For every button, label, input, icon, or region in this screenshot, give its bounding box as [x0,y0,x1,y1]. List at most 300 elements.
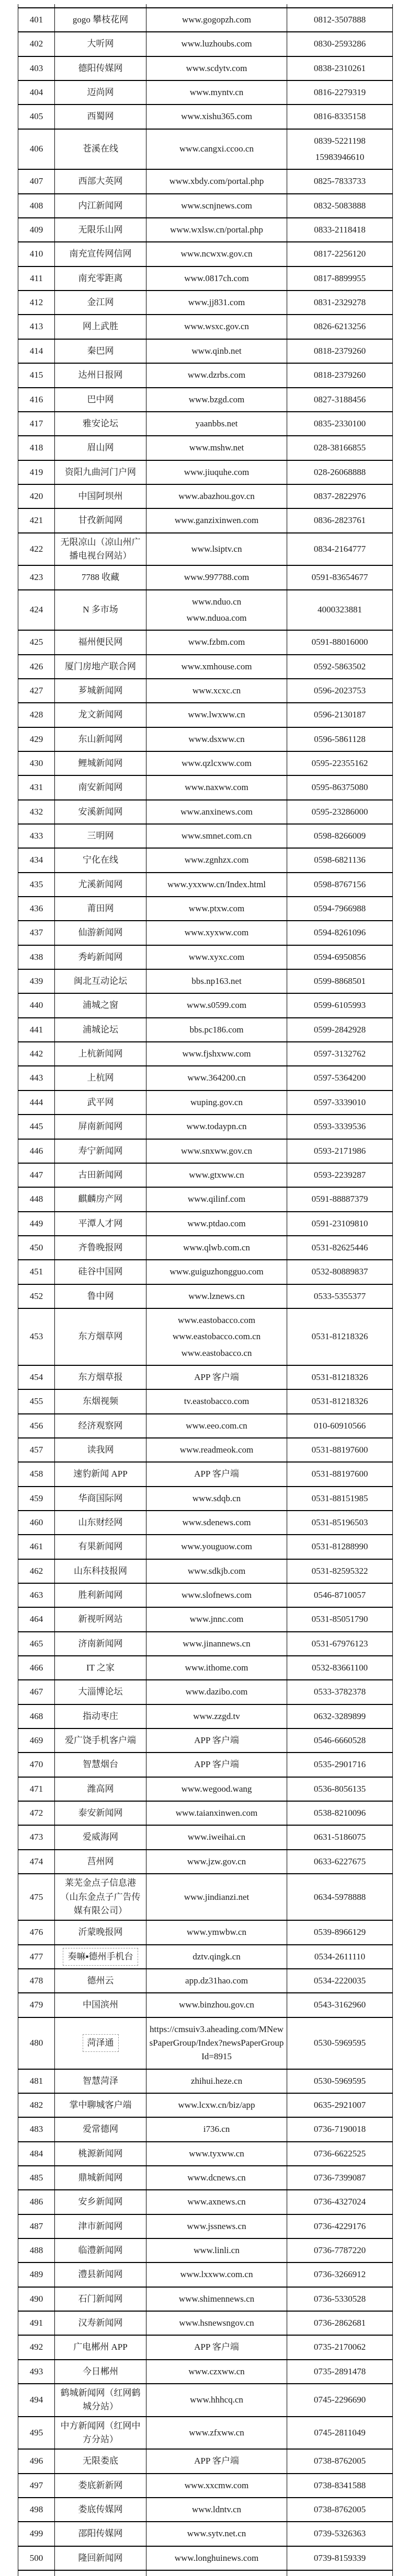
row-number-cell: 457 [18,1438,55,1462]
site-phone-cell [287,1920,393,1944]
site-url-cell [146,1139,287,1163]
site-url-text: www.jssnews.cn [187,2221,246,2231]
table-row [18,1066,393,1090]
site-url-text: www.dsxww.cn [188,734,245,744]
table-row [18,1583,393,1607]
site-name-cell: 娄底传媒网 [55,2498,146,2522]
site-phone-cell [287,1212,393,1236]
site-url-cell [146,1284,287,1308]
row-number-cell: 470 [18,1753,55,1777]
row-number-cell: 423 [18,565,55,589]
site-url-cell [146,8,287,32]
site-url-cell [146,388,287,412]
site-phone-text: 0531-82625446 [311,1242,368,1252]
table-row [18,2093,393,2117]
table-row [18,1632,393,1656]
site-phone-text: 0812-3507888 [313,15,366,25]
site-phone-cell [287,1559,393,1583]
table-row [18,2287,393,2311]
site-url-text: www.sdenews.com [182,1517,251,1527]
site-name-cell: 秦巴网 [55,339,146,363]
site-name-cell: 潍高网 [55,1777,146,1801]
site-phone-text: 0538-8210096 [313,1808,366,1818]
site-url-text: www.zzgd.tv [193,1711,240,1721]
site-phone-cell [287,1850,393,1874]
row-number-cell: 482 [18,2093,55,2117]
site-phone-cell [287,1825,393,1849]
site-phone-cell [287,921,393,945]
site-phone-text: 0534-2611110 [314,1951,366,1962]
site-phone-cell [287,2287,393,2311]
site-name-cell: 安乡新闻网 [55,2190,146,2214]
row-number-cell: 495 [18,2417,55,2450]
table-row [18,1993,393,2017]
site-name-cell: 福州便民网 [55,630,146,654]
site-url-text: www.todaypn.cn [186,1121,247,1132]
site-url-cell [146,460,287,484]
site-phone-cell [287,2262,393,2287]
row-number-cell: 488 [18,2238,55,2262]
site-url-cell [146,1874,287,1920]
cutoff-cell [55,4,146,8]
site-name-cell: 上杭新闻网 [55,1042,146,1066]
site-url-text: www.myntv.cn [189,87,244,98]
site-phone-cell [287,1236,393,1260]
site-url-cell [146,56,287,80]
site-name-cell: 西部大英网 [55,169,146,193]
site-phone-text: 0598-8767156 [313,879,366,889]
site-url-cell [146,2522,287,2546]
row-number-cell: 489 [18,2262,55,2287]
table-row [18,218,393,242]
site-name-cell: 平潭人才网 [55,1212,146,1236]
table-row [18,824,393,848]
site-url-cell [146,1018,287,1042]
site-phone-text: 0597-5364200 [313,1073,366,1083]
site-url-text: www.axnews.cn [187,2197,246,2207]
site-url-text: www.czxww.cn [188,2366,245,2376]
table-row [18,703,393,727]
site-url-text: www.taianxinwen.com [175,1808,258,1818]
site-phone-cell [287,129,393,170]
site-name-cell: 鲤城新闻网 [55,751,146,775]
site-phone-cell [287,1042,393,1066]
row-number-cell: 441 [18,1018,55,1042]
table-row [18,1163,393,1187]
site-phone-text: 028-26068888 [313,467,366,477]
table-row [18,484,393,508]
site-name-cell: 爱常德网 [55,2117,146,2141]
site-name-cell: 新视听网站 [55,1607,146,1631]
site-phone-cell [287,2498,393,2522]
table-row [18,1874,393,1920]
site-url-text: www.ldntv.cn [191,2504,242,2515]
table-row [18,2238,393,2262]
row-number-cell: 475 [18,1874,55,1920]
site-url-cell [146,1163,287,1187]
site-url-text: www.longhuinews.com [174,2552,259,2563]
site-url-text: www.gogopzh.com [182,15,252,25]
site-url-text: www.linli.cn [194,2245,240,2255]
site-phone-cell [287,1090,393,1115]
site-name-cell: 甘孜新闻网 [55,508,146,532]
site-url-text: www.readmeok.com [179,1444,254,1455]
site-name-cell: 邵阳传媒网 [55,2522,146,2546]
site-phone-cell [287,1487,393,1511]
site-name-cell: 澧县新闻网 [55,2262,146,2287]
site-name-cell: 内江新闻网 [55,194,146,218]
site-name-cell: 济南新闻网 [55,1632,146,1656]
site-name-cell: 寿宁新闻网 [55,1139,146,1163]
site-name-cell: 汉寿新闻网 [55,2311,146,2335]
table-row [18,1487,393,1511]
site-phone-cell [287,32,393,56]
site-phone-cell [287,751,393,775]
site-name-cell: 智慧烟台 [55,1753,146,1777]
site-url-text: www.dcnews.cn [187,2172,246,2183]
table-row [18,8,393,32]
site-phone-text: 0533-5355377 [313,1291,366,1301]
site-phone-text: 0599-8868501 [313,976,366,987]
site-url-text: www.xxcmw.com [184,2480,249,2490]
site-url-cell [146,1535,287,1559]
site-phone-cell [287,2166,393,2190]
cutoff-cell [146,4,287,8]
table-row [18,1462,393,1486]
row-number-cell: 445 [18,1115,55,1139]
site-name-cell: 华商国际网 [55,1487,146,1511]
site-name-cell: 胜利新闻网 [55,1583,146,1607]
site-url-text: www.zfxww.cn [189,2427,244,2438]
site-phone-cell [287,1365,393,1389]
site-phone-cell [287,1260,393,1284]
site-name-cell: 今日郴州 [55,2360,146,2384]
site-phone-cell [287,2093,393,2117]
site-url-text: www.eeo.com.cn [186,1420,247,1431]
row-number-cell: 424 [18,590,55,631]
site-url-text: www.xyxc.com [188,952,245,962]
row-number-cell: 451 [18,1260,55,1284]
site-name-cell: 齐鲁晚报网 [55,1236,146,1260]
site-phone-text: 010-60910566 [313,1420,366,1431]
site-url-text: i736.cn [203,2124,230,2134]
site-phone-cell [287,2474,393,2498]
site-phone-text: 0826-6213256 [313,321,366,332]
row-number-cell: 455 [18,1389,55,1413]
site-url-cell [146,105,287,129]
site-url-text: www.ptxw.com [188,903,245,914]
row-number-cell: 467 [18,1680,55,1704]
site-url-text: yaanbbs.net [195,418,238,428]
table-row [18,1414,393,1438]
row-number-cell: 452 [18,1284,55,1308]
site-phone-cell [287,218,393,242]
site-name-cell: 桃源新闻网 [55,2142,146,2166]
site-phone-cell [287,80,393,105]
site-phone-text: 0546-8710057 [313,1590,366,1600]
site-phone-cell [287,1680,393,1704]
row-number-cell: 408 [18,194,55,218]
site-phone-text: 0596-2130187 [313,710,366,720]
site-url-cell [146,2546,287,2570]
site-url-cell [146,2474,287,2498]
site-phone-cell [287,1874,393,1920]
site-url-cell [146,1438,287,1462]
table-row [18,1260,393,1284]
site-phone-text: 0818-2379260 [313,370,366,380]
site-phone-cell [287,993,393,1017]
site-phone-text: 0736-7190018 [313,2124,366,2134]
site-name-cell: 沂蒙晚报网 [55,1920,146,1944]
site-phone-text: 0530-5969595 [313,2037,366,2048]
site-name-cell: 有果新闻网 [55,1535,146,1559]
site-name-cell: 上杭网 [55,1066,146,1090]
site-phone-text: 0816-2279319 [313,87,366,98]
table-row [18,2069,393,2093]
site-url-text: www.eastobacco.cn [181,1348,252,1358]
row-number-cell: 471 [18,1777,55,1801]
site-phone-text: 0591-88016000 [311,637,368,647]
site-url-cell [146,1583,287,1607]
site-url-text: www.xbdy.com/portal.php [169,176,264,187]
table-row [18,32,393,56]
site-phone-text: 0591-83654677 [311,572,368,583]
site-phone-text: 0831-2329278 [313,297,366,308]
site-url-text: www.qinb.net [191,345,242,356]
table-row [18,194,393,218]
site-url-text: www.lxxww.com.cn [180,2269,253,2280]
site-url-text: www.lznews.cn [188,1291,245,1301]
row-number-cell: 447 [18,1163,55,1187]
table-row [18,1680,393,1704]
site-url-text: www.dzrbs.com [187,370,246,380]
site-name-cell: 中国阿坝州 [55,484,146,508]
site-url-text: www.ganzixinwen.com [174,515,259,526]
site-phone-cell [287,242,393,266]
row-number-cell: 449 [18,1212,55,1236]
table-row [18,1236,393,1260]
site-phone-cell [287,2117,393,2141]
site-phone-text: 0531-82595322 [311,1565,368,1576]
table-row [18,800,393,824]
site-name-cell: 速豹新闻 APP [55,1462,146,1486]
site-url-text: www.qilinf.com [187,1194,246,1204]
site-phone-text: 0834-2164777 [313,543,366,554]
site-name-cell: 古田新闻网 [55,1163,146,1187]
site-url-text: www.qzlcxww.com [182,758,252,768]
site-name-cell: 武平网 [55,1090,146,1115]
row-number-cell: 404 [18,80,55,105]
table-row [18,1559,393,1583]
site-name-cell: 中国滨州 [55,1993,146,2017]
site-phone-cell [287,630,393,654]
site-url-text: www.jj831.com [188,297,245,308]
site-url-cell [146,412,287,436]
site-name-cell: 智慧菏泽 [55,2069,146,2093]
table-row [18,727,393,751]
site-name-boxed-text: 奏嘛▪德州手机台 [63,1948,138,1966]
site-name-cell: 爱广饶手机客户端 [55,1728,146,1753]
site-url-text: www.0817ch.com [184,273,249,283]
site-phone-text: 0832-5083888 [313,200,366,211]
site-url-text: www.guiguzhongguo.com [169,1267,264,1277]
site-phone-cell [287,1462,393,1486]
table-row [18,1753,393,1777]
table-row [18,1187,393,1211]
site-phone-cell [287,2546,393,2570]
site-name-cell: 无限凉山（凉山州广播电视台网站） [55,533,146,566]
site-name-cell: 安溪新闻网 [55,800,146,824]
table-row [18,2522,393,2546]
site-name-cell: 资阳九曲河门户网 [55,460,146,484]
site-phone-text: 0738-8762005 [313,2504,366,2515]
site-phone-cell [287,2214,393,2238]
site-phone-cell [287,1535,393,1559]
site-url-text: APP 客户端 [194,2342,239,2352]
site-name-cell: 东方烟草网 [55,1308,146,1365]
row-number-cell: 442 [18,1042,55,1066]
cutoff-cell [18,2570,55,2576]
table-row [18,921,393,945]
site-url-text: www.anxinews.com [180,806,253,817]
row-number-cell: 412 [18,291,55,315]
cutoff-cell [18,4,55,8]
site-phone-cell [287,2522,393,2546]
site-url-text: app.dz31hao.com [185,1975,248,1986]
table-row [18,751,393,775]
site-url-cell [146,2384,287,2417]
row-number-cell: 434 [18,848,55,872]
table-row [18,2335,393,2359]
table-row [18,266,393,291]
row-number-cell: 426 [18,655,55,679]
site-phone-text: 0735-2891478 [313,2366,366,2376]
site-url-cell [146,508,287,532]
site-phone-cell [287,1801,393,1825]
site-name-cell: 网上武胜 [55,315,146,339]
site-phone-text: 0593-3339536 [313,1121,366,1132]
site-phone-text: 0736-4229176 [313,2221,366,2231]
site-name-cell: 南充零距离 [55,266,146,291]
site-phone-cell [287,1656,393,1680]
site-url-text: www.ithome.com [185,1663,248,1673]
site-name-cell: 鼎城新闻网 [55,2166,146,2190]
site-name-cell: 广电郴州 APP [55,2335,146,2359]
site-phone-text: 0736-6622525 [313,2148,366,2159]
site-url-text: www.xyxww.com [184,927,249,938]
site-url-cell [146,1728,287,1753]
site-url-text: www.997788.com [184,572,250,583]
table-row [18,412,393,436]
site-phone-cell [287,388,393,412]
site-name-cell: 指动枣庄 [55,1704,146,1728]
site-url-cell [146,1365,287,1389]
site-url-text: wuping.gov.cn [190,1097,243,1107]
table-row [18,1389,393,1413]
table-row [18,1777,393,1801]
site-phone-cell [287,339,393,363]
site-name-cell: 东山新闻网 [55,727,146,751]
site-url-text: www.sdqb.cn [192,1493,241,1503]
table-row [18,655,393,679]
site-phone-cell [287,1284,393,1308]
site-phone-cell [287,848,393,872]
site-phone-text: 0818-2379260 [313,345,366,356]
row-number-cell: 403 [18,56,55,80]
table-row [18,363,393,387]
row-number-cell: 419 [18,460,55,484]
site-url-cell [146,1825,287,1849]
row-number-cell: 462 [18,1559,55,1583]
site-phone-text: 0833-2118418 [314,225,366,235]
site-url-text: www.jindianzi.net [184,1892,250,1902]
site-url-cell [146,1969,287,1993]
site-phone-text: 0825-7833733 [313,176,366,187]
site-phone-cell [287,655,393,679]
site-url-cell [146,2238,287,2262]
site-url-text: www.eastobacco.com [177,1315,256,1325]
site-phone-text: 0535-2901716 [313,1759,366,1770]
site-phone-text: 0745-2811049 [314,2427,366,2438]
site-url-text: www.iweihai.cn [187,1832,246,1842]
site-phone-text: 0830-2593286 [313,39,366,49]
row-number-cell: 439 [18,969,55,993]
table-row [18,2360,393,2384]
site-url-cell [146,484,287,508]
site-name-cell: 迈尚网 [55,80,146,105]
table-row [18,1284,393,1308]
row-number-cell: 414 [18,339,55,363]
site-url-text: www.jiuquhe.com [184,467,250,477]
site-url-cell [146,1704,287,1728]
row-number-cell: 491 [18,2311,55,2335]
site-url-cell [146,1389,287,1413]
site-url-cell [146,897,287,921]
row-number-cell: 496 [18,2449,55,2473]
site-url-text: www.sdkjb.com [187,1565,246,1576]
row-number-cell: 443 [18,1066,55,1090]
site-url-cell [146,1212,287,1236]
site-phone-cell [287,2384,393,2417]
site-url-text: www.mshw.net [189,443,244,453]
site-name-cell: 莒州网 [55,1850,146,1874]
site-url-cell [146,1607,287,1631]
site-phone-text: 0598-8266009 [313,831,366,841]
table-row [18,945,393,969]
row-number-cell: 458 [18,1462,55,1486]
site-url-cell [146,1090,287,1115]
site-url-cell [146,363,287,387]
site-url-text: www.364200.cn [187,1073,246,1083]
site-url-text: www.xishu365.com [181,111,252,122]
table-row [18,339,393,363]
site-url-cell [146,242,287,266]
site-phone-cell [287,1583,393,1607]
site-name-cell: 7788 收藏 [55,565,146,589]
site-url-cell [146,751,287,775]
site-phone-cell [287,2238,393,2262]
site-url-cell [146,1656,287,1680]
site-phone-text: 0835-2330100 [313,418,366,428]
cutoff-cell [55,2570,146,2576]
site-url-cell [146,945,287,969]
site-url-cell [146,2311,287,2335]
site-url-cell [146,703,287,727]
site-url-cell [146,848,287,872]
site-name-cell: IT 之家 [55,1656,146,1680]
site-url-text: www.ptdao.com [187,1218,246,1228]
site-name-cell: gogo 攀枝花网 [55,8,146,32]
